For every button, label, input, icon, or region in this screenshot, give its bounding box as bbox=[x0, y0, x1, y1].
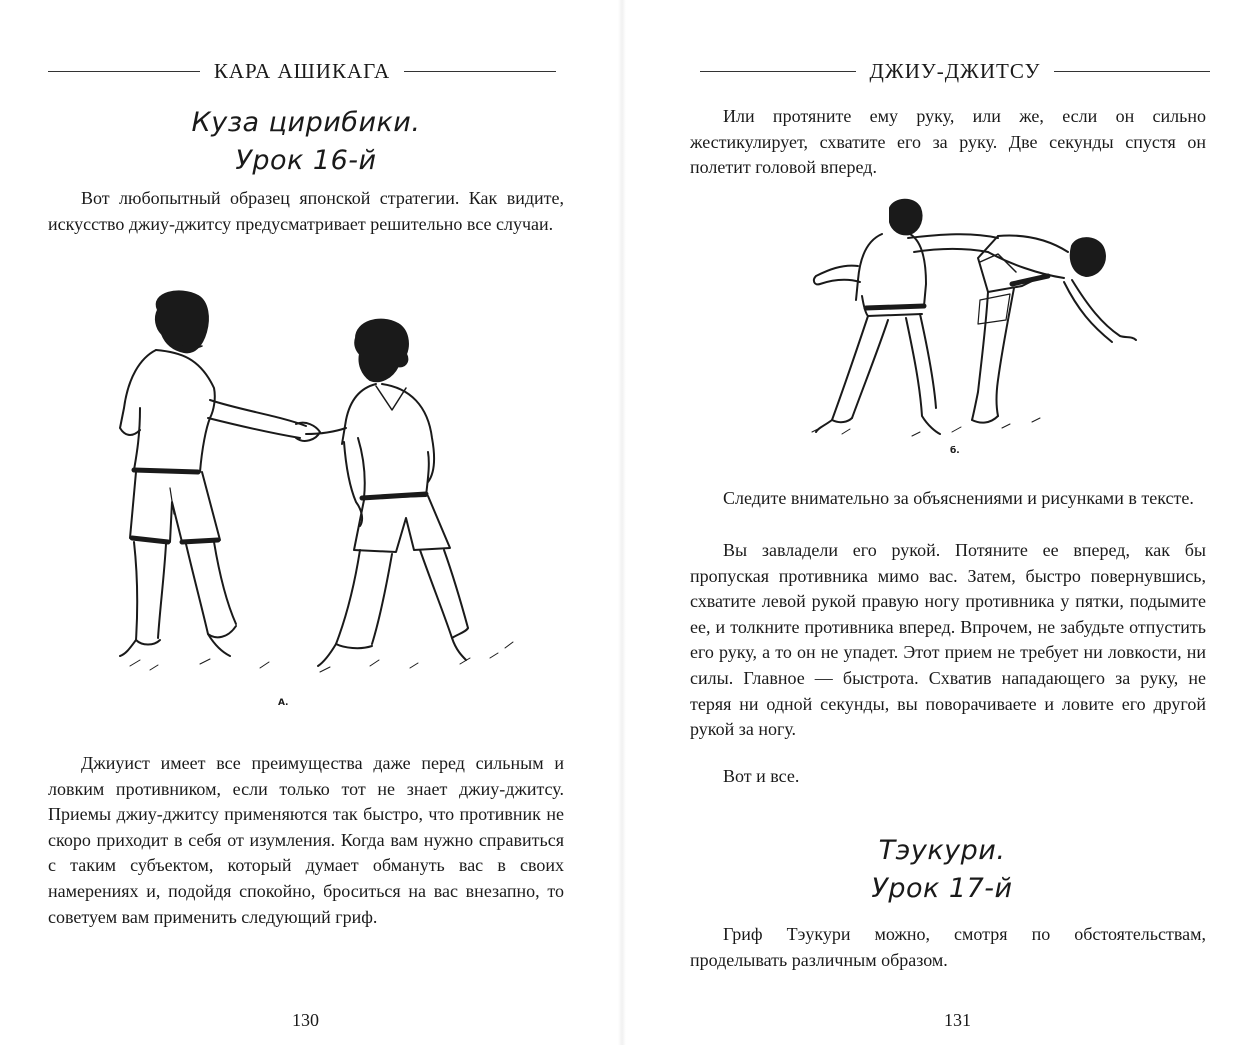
figure-b-label: б. bbox=[950, 446, 960, 456]
right-head-rule-left bbox=[700, 71, 856, 72]
lesson-16-heading bbox=[40, 104, 572, 180]
handshake-figures-illustration bbox=[110, 288, 530, 708]
right-running-head-text: ДЖИУ-ДЖИТСУ bbox=[869, 58, 1041, 83]
right-paragraph-2: Следите внимательно за объяснениями и рисунками в тексте. bbox=[723, 488, 1194, 508]
lesson-17-number: Урок 17-й bbox=[871, 873, 1013, 904]
right-paragraph-4: Вот и все. bbox=[723, 766, 800, 786]
right-paragraph-3: Вы завладели его рукой. Потяните ее вперед, как бы пропуская противника мимо вас. Затем, быстро повернувшись, схватите левой рукой правую ногу противника у пятки, подымите ее, и толкните противника вперед. Впрочем, не забудьте отпустить его руку, а то он не упадет. Этот прием не требует ни ловкости, ни силы. Главное — быстрота. Схватив нападающего за руку, не теряя ни одной секунды, вы поворачиваете и ловите его другой рукой за ногу. bbox=[690, 540, 1206, 740]
throw-figures-illustration bbox=[802, 196, 1142, 456]
right-paragraph-1: Или протяните ему руку, или же, если он сильно жестикулирует, схватите его за руку. Две секунды спустя он полетит головой вперед. bbox=[690, 106, 1206, 178]
left-paragraph-2: Джиуист имеет все преимущества даже перед сильным и ловким противником, если только тот не знает джиу-джитсу. Приемы джиу-джитсу применяются так быстро, что противник не скоро приходит в себя от изумления. Когда вам нужно справиться с таким субъектом, который думает обмануть вас в своих намерениях и, подойдя спокойно, броситься на вас внезапно, то советуем вам применить следующий гриф. bbox=[48, 753, 564, 927]
right-paragraph-5: Гриф Тэукури можно, смотря по обстоятельствам, проделывать различным образом. bbox=[690, 924, 1206, 970]
page-number-right: 131 bbox=[944, 1010, 971, 1030]
lesson-17-heading bbox=[682, 832, 1202, 908]
page-number-left: 130 bbox=[292, 1010, 319, 1030]
right-page bbox=[622, 0, 1244, 1045]
lesson-16-number: Урок 16-й bbox=[235, 145, 377, 176]
lesson-17-title: Тэукури. bbox=[878, 835, 1006, 866]
left-running-head bbox=[48, 56, 556, 86]
figure-a-label: А. bbox=[278, 698, 289, 708]
left-head-rule-left bbox=[48, 71, 200, 72]
left-head-rule-right bbox=[404, 71, 556, 72]
left-paragraph-1: Вот любопытный образец японской стратегии. Как видите, искусство джиу-джитсу предусматривает решительно все случаи. bbox=[48, 188, 564, 234]
figure-a-illustration bbox=[110, 288, 530, 708]
right-running-head bbox=[700, 56, 1210, 86]
figure-b-illustration bbox=[802, 196, 1142, 456]
lesson-16-title: Куза цирибики. bbox=[191, 107, 421, 138]
left-running-head-text: КАРА АШИКАГА bbox=[213, 58, 391, 83]
right-head-rule-right bbox=[1054, 71, 1210, 72]
